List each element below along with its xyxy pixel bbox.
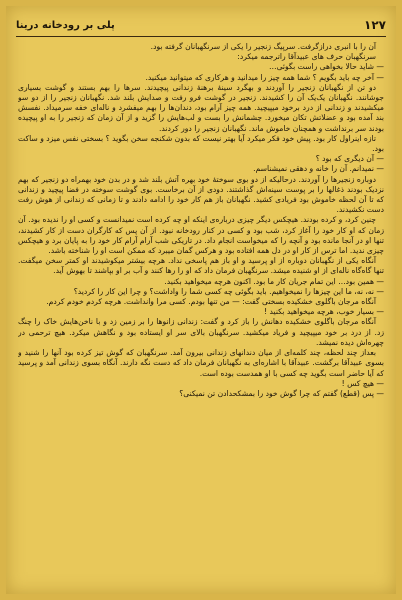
dialogue-line: — همین بود… این تمام جریان کار ما بود. اکنون هرچه میخواهید بکنید.: [164, 276, 384, 286]
dialogue-line: — آخر چه باید بگویم ؟ شما همه چیز را میدانید و هرکاری که میتوانید میکنید.: [145, 72, 384, 82]
dialogue-line: — شاید حالا بخواهی راست بگوئی…: [268, 62, 384, 72]
paragraph: سرنگهبان حرف های عبیدآقا راترجمه میکرد:: [237, 52, 376, 62]
page-header: [16, 14, 386, 37]
dialogue-line: — هیچ کس !: [341, 378, 384, 388]
dialogue-line: — نه، نه، ما این چیزها را نمیخواهیم. باید بگوئی چه کسی شما را واداشت؟ و چرا این کار را کردید؟: [73, 286, 384, 296]
page-number: ۱۲۷: [364, 18, 386, 32]
book-page: [6, 6, 396, 594]
dialogue-line: — آن دیگری که بود ؟: [315, 154, 384, 164]
paragraph: دوباره زنجیرها را آوردند. درحالیکه از دو بوی سوختهٔ خود بهره آتش بلند شد و در بدن خود بهمراه دو زنجیر که بهم نزدیک بودند ذغالها را بر پوست سینه‌اش گذاشتند. دودی از آن برخاست. بوی گوشت سوخته در فضا پیچید و زندانی که تا آن لحظه خاموش بود فریادی کشید. نگهبانان باز هم کار خود را ادامه دادند و تا زمانی که زندانی از هوش رفت دست نکشیدند.: [18, 174, 384, 215]
paragraph: آنگاه یکی از نگهبانان دوباره از او پرسید و او باز هم پاسخی نداد. هرچه بیشتر میکوشیدند او کمتر سخن میگفت. تنها گاه‌گاه ناله‌ای از او شنیده میشد. سرنگهبان فرمان داد که او را رها کنند و آب بر او بپاشند تا بهوش آید.: [18, 256, 384, 276]
paragraph: آن را با انبری درازگرفت. سرپیگ زنجیر را یکی از سرنگهبانان گرفته بود.: [150, 42, 376, 51]
paragraph: آنگاه مرجان باگلوی خشکیده بسختی گفت: — من تنها بودم. کسی مرا وانداشت. هرچه کردم خودم کردم.: [46, 297, 376, 307]
body-text: [18, 42, 384, 584]
paragraph: بعداز چند لحظه، چند کلمه‌ای از میان دندانهای زندانی بیرون آمد. سرنگهبان که گوش تیز کرده بود آنها را شنید و بسوی عبیدآقا برگشت. عبیدآقا با اشاره‌ای به نگهبانان فرمان داد که دست نگه دارند. آنگاه بسوی زندانی آمد و پرسید که آیا حاضر است بگوید چه کسی با او همدست بوده است.: [18, 348, 384, 378]
paragraph: آنگاه مرجان باگلوی خشکیده دهانش را باز کرد و گفت: زندانی زانوها را بر زمین زد و با ناخن‌هایش خاک را چنگ زد. از درد بر خود میپیچید و فریاد میکشید. سرنگهبان بالای سر او ایستاده بود و نگاهش میکرد. هیچ ترحمی در چهره‌اش دیده نمیشد.: [18, 317, 384, 347]
paragraph: تازه اینراول کار بود. پیش خود فکر میکرد آیا بهتر نیست که بدون شکنجه سخن بگوید ؟ بسختی نفس میزد و ساکت بود.: [18, 133, 384, 154]
dialogue-line: — بسیار خوب، هرچه میخواهید بکنید !: [264, 307, 384, 317]
running-title: پلی بر رودخانه درینا: [16, 19, 115, 31]
dialogue-line: — پس (قطع) گفتم که چرا گوش خود را بمشکحدادن تن نمیکنی؟: [179, 388, 384, 398]
paragraph: دو تن از نگهبانان زنجیر را آوردند و بهگرد سینهٔ برهنهٔ زندانی پیچیدند. سرها را بهم بستند و گوشت بسیاری جوشانند. نگهبانان یک‌یک آن را کشیدند. زنجیر در گوشت فرو رفت و صدایش بلند شد. نگهبانان زنجیر را از دو سو میکشیدند و زندانی از درد برخود میپیچید. همه چیز آرام بود، دندان‌ها را بهم میفشرد و ناله‌ای خفه سرمیداد. نفسش بند آمده بود و عضلاتش تکان میخورد. چشمانش را بست و لب‌هایش را گزید و از آن زمان که زنجیر را به او پیچیده بودند سر برنداشت و همچنان خاموش ماند. نگهبانان زنجیر را دور کردند.: [18, 82, 384, 133]
dialogue-line: — نمیدانم. آن را خانه و دهقی نمیشناسم.: [253, 164, 384, 174]
paragraph: چنین کرد، و کرده بودند. هیچکس دیگر چیزی درباره‌ی اینکه او چه کرده است نمیدانست و کسی او را ندیده بود. آن زمان که او کار خود را آغاز کرد، شب بود و کسی در کنار رودخانه نبود. از آن پس که کارگران دست از کار کشیدند، تنها او در آنجا مانده بود و آنچه را که میخواست انجام داد. در تاریکی شب آرام آرام کار خود را به پایان برد و هیچکس چیزی ندید. اما ترس از کار او در دل همه افتاده بود و هرکس گمان میبرد که ممکن است او را شناخته باشد.: [18, 215, 384, 256]
